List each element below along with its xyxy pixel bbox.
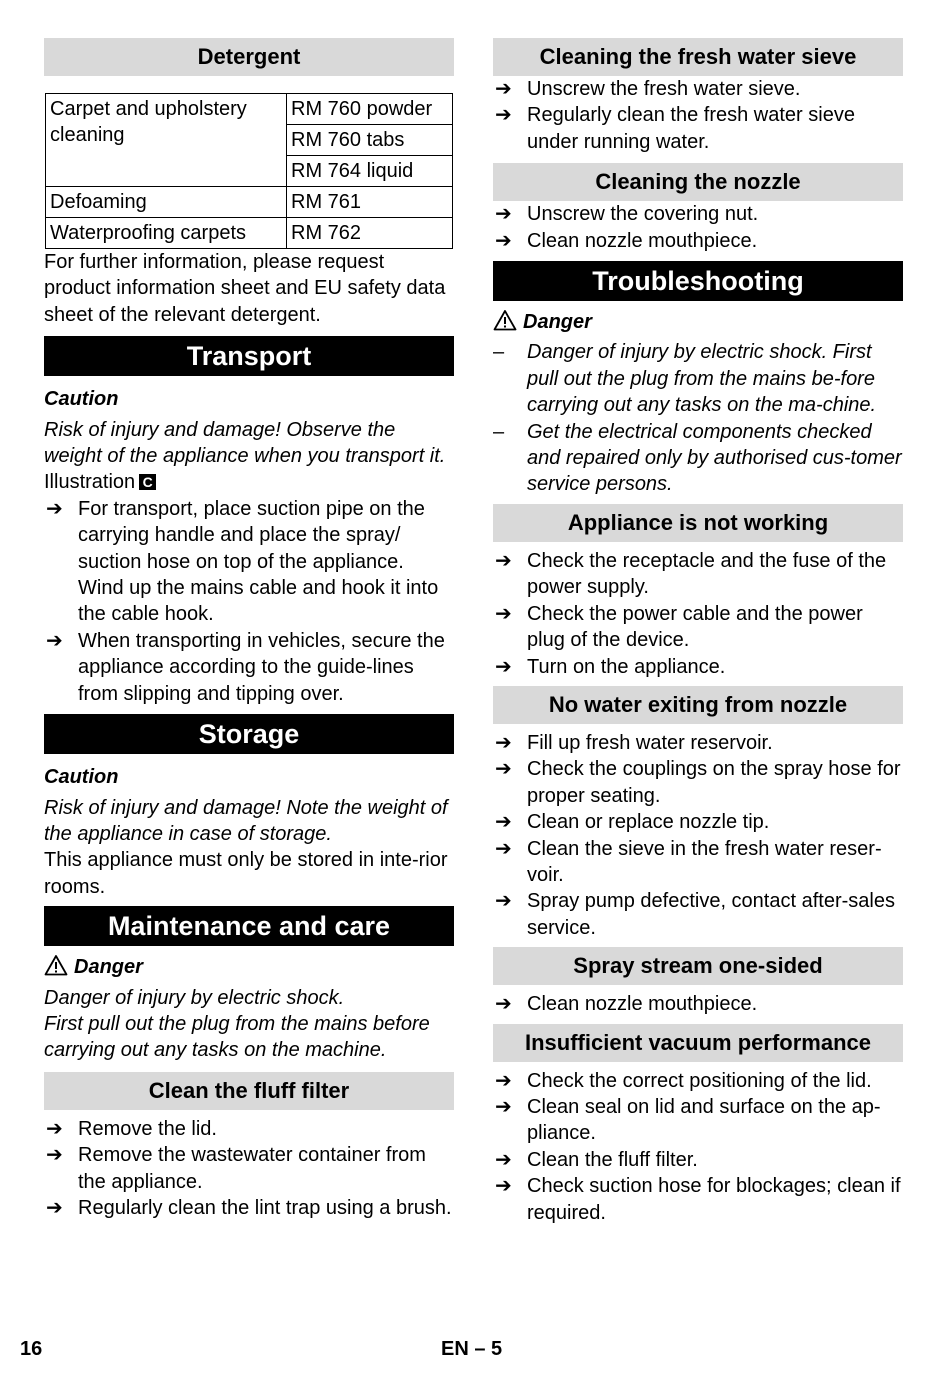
fresh-water-sieve-heading: Cleaning the fresh water sieve — [493, 38, 903, 76]
dash-bullet-icon: – — [493, 420, 505, 443]
list-item: ➔ Clean the sieve in the fresh water reser-voir. — [495, 837, 882, 886]
list-item: ➔ Clean nozzle mouthpiece. — [493, 228, 903, 254]
table-row — [46, 187, 453, 218]
storage-caution-label: Caution — [44, 766, 119, 789]
table-cell-use: Defoaming — [46, 187, 287, 218]
arrow-right-icon: ➔ — [495, 229, 512, 252]
table-cell-use: Waterproofing carpets — [46, 218, 287, 249]
table-cell-product: RM 761 — [287, 187, 453, 218]
maintenance-heading: Maintenance and care — [44, 906, 454, 946]
left-column — [44, 38, 454, 1221]
illustration-ref — [44, 469, 454, 495]
list-item: ➔ Clean seal on lid and surface on the ap-pliance. — [495, 1095, 881, 1145]
list-item: ➔ Clean nozzle mouthpiece. — [493, 991, 903, 1017]
table-cell-product: RM 764 liquid — [287, 156, 453, 187]
list-item: ➔ Check the couplings on the spray hose for proper seating. — [495, 758, 901, 807]
troubleshooting-danger-list — [493, 339, 903, 497]
arrow-right-icon: ➔ — [495, 602, 512, 625]
arrow-right-icon: ➔ — [495, 1175, 512, 1198]
list-item: – Get the electrical components checked and repaired only by authorised cus-tomer service persons. — [493, 420, 902, 496]
arrow-right-icon: ➔ — [495, 837, 512, 860]
arrow-right-icon: ➔ — [495, 655, 512, 678]
transport-steps — [44, 496, 454, 707]
arrow-right-icon: ➔ — [495, 104, 512, 127]
no-water-steps — [493, 730, 903, 941]
troubleshooting-heading: Troubleshooting — [493, 261, 903, 301]
list-item: ➔ When transporting in vehicles, secure the appliance according to the guide-lines from slipping and tipping over. — [46, 629, 445, 705]
one-sided-steps — [493, 991, 903, 1017]
list-item: ➔ Unscrew the fresh water sieve. — [493, 76, 903, 102]
arrow-right-icon: ➔ — [46, 1117, 63, 1140]
list-item: – Danger of injury by electric shock. First pull out the plug from the mains be-fore carrying out any tasks on the ma-chine. — [493, 341, 877, 417]
page-number: 16 — [20, 1338, 43, 1360]
vacuum-heading: Insufficient vacuum performance — [493, 1024, 903, 1062]
detergent-table — [45, 93, 453, 249]
list-item: ➔ Unscrew the covering nut. — [493, 201, 903, 227]
list-item: ➔ Check the correct positioning of the lid. — [493, 1068, 903, 1094]
arrow-right-icon: ➔ — [495, 549, 512, 572]
list-item: ➔ Check the receptacle and the fuse of the power supply. — [495, 549, 887, 599]
table-row — [46, 94, 453, 125]
warning-triangle-icon — [44, 954, 68, 976]
list-item: ➔ Regularly clean the lint trap using a brush. — [44, 1195, 454, 1221]
warning-triangle-icon — [493, 309, 517, 331]
maintenance-danger-line-2: First pull out the plug from the mains before carrying out any tasks on the machine. — [44, 1012, 430, 1062]
not-working-heading: Appliance is not working — [493, 504, 903, 542]
nozzle-heading: Cleaning the nozzle — [493, 163, 903, 201]
dash-bullet-icon: – — [493, 341, 505, 364]
list-item: ➔ Remove the lid. — [44, 1116, 454, 1142]
list-item: ➔ For transport, place suction pipe on the carrying handle and place the spray/ suction hose on top of the appliance. Wind up the mains cable and hook it into the cable hook. — [46, 497, 439, 626]
transport-heading: Transport — [44, 336, 454, 376]
maintenance-danger-label: Danger — [44, 954, 454, 980]
arrow-right-icon: ➔ — [495, 890, 512, 913]
arrow-right-icon: ➔ — [495, 993, 512, 1016]
language-page-label: EN – 5 — [441, 1338, 503, 1360]
arrow-right-icon: ➔ — [495, 1095, 512, 1118]
arrow-right-icon: ➔ — [495, 731, 512, 754]
arrow-right-icon: ➔ — [46, 1144, 63, 1167]
list-item: ➔ Remove the wastewater container from the appliance. — [46, 1144, 426, 1193]
no-water-heading: No water exiting from nozzle — [493, 686, 903, 724]
arrow-right-icon: ➔ — [46, 629, 63, 652]
list-item: ➔ Fill up fresh water reservoir. — [493, 730, 903, 756]
list-item: ➔ Clean the fluff filter. — [493, 1147, 903, 1173]
arrow-right-icon: ➔ — [46, 497, 63, 520]
arrow-right-icon: ➔ — [495, 1069, 512, 1092]
arrow-right-icon: ➔ — [495, 1148, 512, 1171]
table-cell-use: Carpet and upholstery cleaning — [46, 94, 287, 187]
detergent-note: For further information, please request product information sheet and EU safety data sheet of the relevant detergent. — [44, 251, 446, 326]
troubleshooting-danger-label: Danger — [493, 309, 903, 335]
transport-caution-label: Caution — [44, 388, 119, 411]
illustration-letter-box: C — [139, 474, 156, 490]
storage-caution-text: Risk of injury and damage! Note the weight of the appliance in case of storage. — [44, 796, 448, 845]
vacuum-steps — [493, 1068, 903, 1226]
table-cell-product: RM 762 — [287, 218, 453, 249]
table-row — [46, 218, 453, 249]
maintenance-danger-line-1: Danger of injury by electric shock. — [44, 986, 345, 1009]
list-item: ➔ Turn on the appliance. — [493, 654, 903, 680]
storage-heading: Storage — [44, 714, 454, 754]
arrow-right-icon: ➔ — [495, 203, 512, 226]
list-item: ➔ Check suction hose for blockages; clean if required. — [495, 1175, 901, 1224]
fluff-filter-heading: Clean the fluff filter — [44, 1072, 454, 1110]
right-column — [493, 38, 903, 1226]
storage-note: This appliance must only be stored in inte-rior rooms. — [44, 849, 448, 898]
fluff-filter-steps — [44, 1116, 454, 1222]
arrow-right-icon: ➔ — [495, 811, 512, 834]
illustration-label: Illustration — [44, 471, 136, 494]
detergent-heading: Detergent — [44, 38, 454, 76]
nozzle-steps — [493, 201, 903, 254]
table-cell-product: RM 760 powder — [287, 94, 453, 125]
arrow-right-icon: ➔ — [495, 78, 512, 100]
one-sided-heading: Spray stream one-sided — [493, 947, 903, 985]
not-working-steps — [493, 548, 903, 680]
list-item: ➔ Clean or replace nozzle tip. — [493, 809, 903, 835]
arrow-right-icon: ➔ — [46, 1196, 63, 1219]
list-item: ➔ Check the power cable and the power plug of the device. — [495, 602, 863, 652]
transport-caution-text: Risk of injury and damage! Observe the weight of the appliance when you transport it. — [44, 418, 446, 468]
table-cell-product: RM 760 tabs — [287, 125, 453, 156]
fresh-water-sieve-steps — [493, 76, 903, 155]
arrow-right-icon: ➔ — [495, 758, 512, 781]
list-item: ➔ Spray pump defective, contact after-sales service. — [495, 890, 895, 939]
list-item: ➔ Regularly clean the fresh water sieve under running water. — [495, 104, 855, 153]
